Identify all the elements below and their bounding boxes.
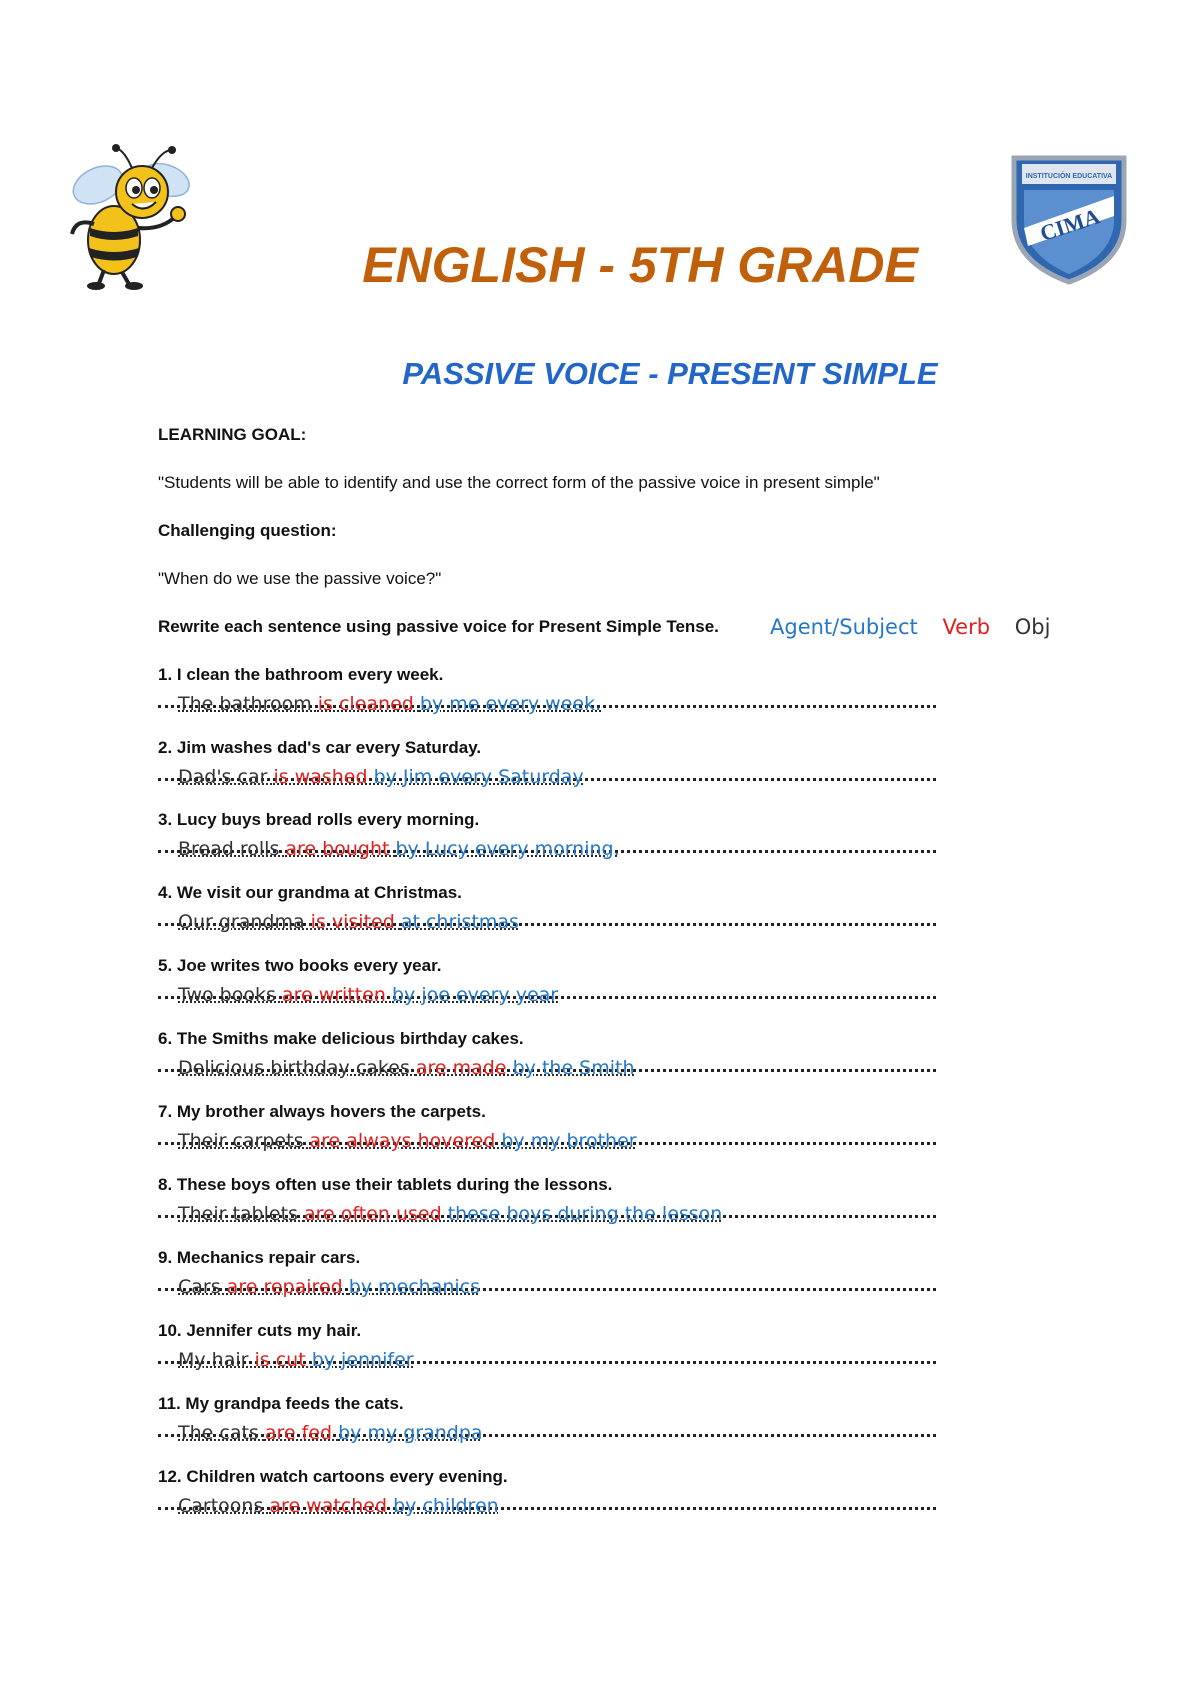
exercise-question: 5. Joe writes two books every year. [158,956,442,975]
challenge-heading: Challenging question: [158,521,337,540]
answer-agent: by mechanics [348,1276,481,1298]
exercise-answer[interactable] [178,984,558,1006]
answer-subject: Cars [178,1276,227,1298]
exercise-question: 6. The Smiths make delicious birthday cakes. [158,1029,524,1048]
legend-verb: Verb [942,615,991,639]
exercise-item [158,1394,938,1454]
exercise-item [158,1248,938,1308]
exercise-item [158,665,938,725]
answer-verb: are often used [303,1203,448,1225]
answer-agent: by Jim every Saturday [373,766,584,788]
answer-subject: My hair [178,1349,255,1371]
exercise-item [158,883,938,943]
learning-goal-heading: LEARNING GOAL: [158,425,307,444]
exercise-item [158,810,938,870]
answer-agent: by me every week. [419,693,602,715]
answer-verb: are repaired [226,1276,349,1298]
answer-agent: these boys during the lesson [447,1203,723,1225]
learning-goal-text: "Students will be able to identify and use the correct form of the passive voice in present simple" [158,473,880,492]
answer-subject: Cartoons [178,1495,270,1517]
answer-verb: is cut [254,1349,312,1371]
answer-subject: Their tablets [178,1203,304,1225]
answer-verb: is cleaned [317,693,420,715]
answer-subject: Two books [178,984,282,1006]
answer-verb: are made [415,1057,513,1079]
answer-subject: Bread rolls [178,838,286,860]
answer-subject: Delicious birthday cakes [178,1057,416,1079]
exercise-answer[interactable] [178,693,601,715]
exercise-item [158,738,938,798]
exercise-answer[interactable] [178,1349,414,1371]
answer-verb: are fed [264,1422,339,1444]
answer-verb: are written [281,984,392,1006]
answer-agent: by my brother [501,1130,637,1152]
exercise-question: 4. We visit our grandma at Christmas. [158,883,462,902]
answer-verb: is visited [310,911,401,933]
answer-verb: are watched [269,1495,394,1517]
exercise-answer[interactable] [178,1203,722,1225]
exercise-answer[interactable] [178,1495,499,1517]
answer-agent: by jennifer [311,1349,414,1371]
exercise-answer[interactable] [178,1422,483,1444]
exercise-question: 3. Lucy buys bread rolls every morning. [158,810,480,829]
exercise-answer[interactable] [178,1130,637,1152]
exercise-item [158,1029,938,1089]
answer-agent: at christmas [400,911,519,933]
exercise-question: 11. My grandpa feeds the cats. [158,1394,404,1413]
crest-top-text: INSTITUCIÓN EDUCATIVA [1025,173,1113,180]
answer-subject: The cats [178,1422,265,1444]
answer-subject: Dad's car [178,766,274,788]
exercise-answer[interactable] [178,1057,635,1079]
answer-subject: The bathroom [178,693,318,715]
page-subtitle: PASSIVE VOICE - PRESENT SIMPLE [402,356,938,391]
exercise-answer[interactable] [178,766,584,788]
exercise-item [158,1321,938,1381]
exercise-item [158,1467,938,1527]
exercise-question: 10. Jennifer cuts my hair. [158,1321,362,1340]
exercise-item [158,1175,938,1235]
exercise-question: 7. My brother always hovers the carpets. [158,1102,486,1121]
exercise-question: 12. Children watch cartoons every evening. [158,1467,508,1486]
exercise-item [158,1102,938,1162]
answer-subject: Their carpets [178,1130,310,1152]
exercise-question: 1. I clean the bathroom every week. [158,665,444,684]
legend-agent: Agent/Subject [770,615,918,639]
answer-agent: by my grandpa [338,1422,483,1444]
challenge-text: "When do we use the passive voice?" [158,569,442,588]
page-title: ENGLISH - 5TH GRADE [362,237,918,293]
exercise-answer[interactable] [178,838,620,860]
exercise-item [158,956,938,1016]
exercise-question: 8. These boys often use their tablets during the lessons. [158,1175,613,1194]
exercise-answer[interactable] [178,1276,480,1298]
answer-verb: is washed [273,766,374,788]
answer-verb: are always hovered [309,1130,502,1152]
exercise-question: 2. Jim washes dad's car every Saturday. [158,738,482,757]
answer-agent: by joe every year [392,984,559,1006]
color-legend [770,615,1068,639]
answer-agent: by children [393,1495,499,1517]
exercise-question: 9. Mechanics repair cars. [158,1248,361,1267]
exercise-answer[interactable] [178,911,519,933]
instructions: Rewrite each sentence using passive voice for Present Simple Tense. [158,617,719,636]
answer-verb: are bought [285,838,396,860]
crest-text: CIMA [1036,203,1103,247]
legend-obj: Obj [1014,615,1051,639]
answer-agent: by the Smith [512,1057,635,1079]
answer-subject: Our grandma [178,911,311,933]
answer-agent: by Lucy every morning. [395,838,620,860]
